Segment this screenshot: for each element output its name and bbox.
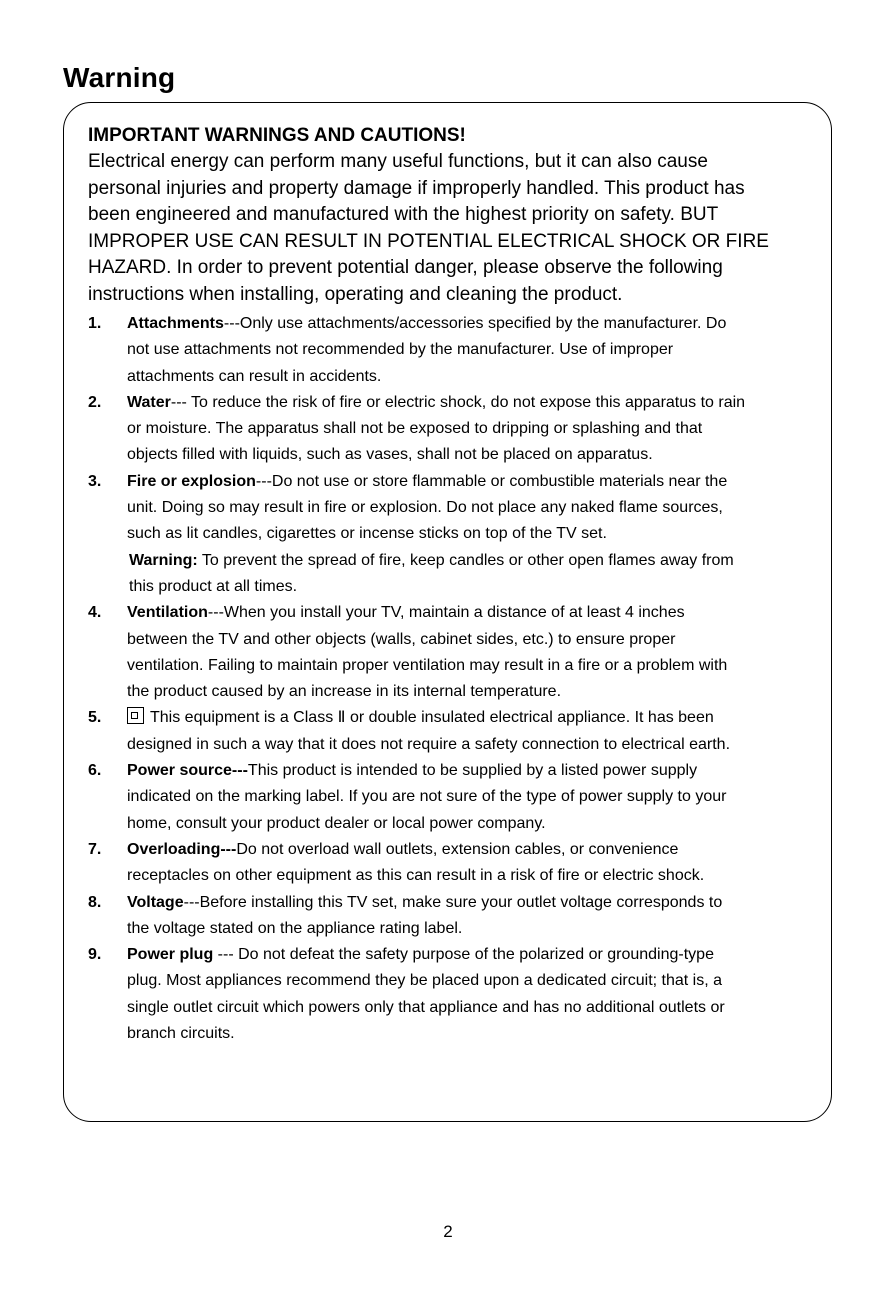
item-text: attachments can result in accidents.	[127, 367, 382, 385]
list-item-voltage	[88, 890, 818, 943]
list-item-power-source	[88, 758, 818, 837]
list-item-ventilation	[88, 600, 818, 705]
intro-heading: IMPORTANT WARNINGS AND CAUTIONS!	[88, 125, 466, 146]
item-text: Do not overload wall outlets, extension cables, or convenience	[236, 840, 679, 858]
item-term: Power source---	[127, 762, 248, 780]
item-term: Overloading---	[127, 840, 237, 858]
item-number: 1.	[88, 315, 102, 332]
item-text: home, consult your product dealer or local power company.	[127, 814, 546, 832]
item-text: This product is intended to be supplied by a listed power supply	[247, 762, 698, 780]
fire-warning-label: Warning:	[129, 551, 198, 569]
warning-intro	[88, 122, 818, 308]
item-term: Attachments	[127, 315, 224, 332]
item-text: ventilation. Failing to maintain proper ventilation may result in a fire or a problem with	[127, 656, 728, 674]
intro-line: Electrical energy can perform many useful functions, but it can also cause	[88, 151, 708, 172]
item-number: 6.	[88, 762, 102, 780]
item-term: Water	[127, 393, 171, 411]
item-text: receptacles on other equipment as this can result in a risk of fire or electric shock.	[127, 867, 705, 885]
warning-list	[88, 311, 818, 1047]
item-number: 7.	[88, 840, 102, 858]
list-item-power-plug	[88, 942, 818, 1047]
list-item-water	[88, 390, 818, 469]
item-text: objects filled with liquids, such as vases, shall not be placed on apparatus.	[127, 446, 653, 464]
item-number: 9.	[88, 946, 102, 964]
item-text: ---Only use attachments/accessories specified by the manufacturer. Do	[223, 315, 727, 332]
item-text: single outlet circuit which powers only that appliance and has no additional outlets or	[127, 998, 725, 1016]
item-number: 2.	[88, 393, 102, 411]
item-term: Ventilation	[127, 604, 208, 622]
item-text: ---When you install your TV, maintain a distance of at least 4 inches	[207, 604, 685, 622]
list-item-attachments	[88, 311, 818, 390]
item-text: or moisture. The apparatus shall not be exposed to dripping or splashing and that	[127, 420, 703, 438]
item-text: This equipment is a Class Ⅱ or double insulated electrical appliance. It has been	[150, 709, 714, 727]
item-text: designed in such a way that it does not require a safety connection to electrical earth.	[127, 735, 731, 753]
item-text: To prevent the spread of fire, keep candles or other open flames away from	[197, 551, 734, 569]
item-term: Fire or explosion	[127, 472, 256, 490]
class-ii-double-insulation-icon	[127, 707, 144, 724]
intro-line: been engineered and manufactured with the highest priority on safety. BUT	[88, 204, 719, 225]
item-text: such as lit candles, cigarettes or incense sticks on top of the TV set.	[127, 525, 607, 543]
item-term: Voltage	[127, 893, 184, 911]
item-text: the voltage stated on the appliance rating label.	[127, 919, 463, 937]
list-item-overloading	[88, 837, 818, 890]
page-number: 2	[443, 1222, 453, 1241]
list-item-fire-or-explosion	[88, 469, 818, 600]
item-text: unit. Doing so may result in fire or explosion. Do not place any naked flame sources,	[127, 499, 723, 517]
item-number: 3.	[88, 472, 102, 490]
item-text: ---Before installing this TV set, make sure your outlet voltage corresponds to	[183, 893, 723, 911]
intro-line: personal injuries and property damage if improperly handled. This product has	[88, 177, 745, 199]
intro-line: HAZARD. In order to prevent potential danger, please observe the following	[88, 257, 723, 278]
intro-line: instructions when installing, operating and cleaning the product.	[88, 283, 623, 305]
item-number: 5.	[88, 709, 102, 727]
item-text: plug. Most appliances recommend they be placed upon a dedicated circuit; that is, a	[127, 972, 723, 990]
item-text: indicated on the marking label. If you are not sure of the type of power supply to your	[127, 788, 727, 806]
item-text: this product at all times.	[129, 577, 298, 595]
item-text: --- Do not defeat the safety purpose of the polarized or grounding-type	[213, 946, 714, 964]
item-number: 4.	[88, 604, 102, 622]
item-text: branch circuits.	[127, 1025, 235, 1043]
item-number: 8.	[88, 893, 102, 911]
item-text: not use attachments not recommended by the manufacturer. Use of improper	[127, 341, 674, 359]
list-item-class-ii	[88, 705, 818, 758]
item-term: Power plug	[127, 946, 214, 964]
item-text: ---Do not use or store flammable or combustible materials near the	[255, 472, 728, 490]
intro-line: IMPROPER USE CAN RESULT IN POTENTIAL ELECTRICAL SHOCK OR FIRE	[88, 230, 769, 252]
item-text: --- To reduce the risk of fire or electric shock, do not expose this apparatus to rain	[170, 393, 746, 411]
page-title: Warning	[63, 62, 176, 93]
item-text: the product caused by an increase in its internal temperature.	[127, 683, 562, 701]
item-text: between the TV and other objects (walls, cabinet sides, etc.) to ensure proper	[127, 630, 676, 648]
